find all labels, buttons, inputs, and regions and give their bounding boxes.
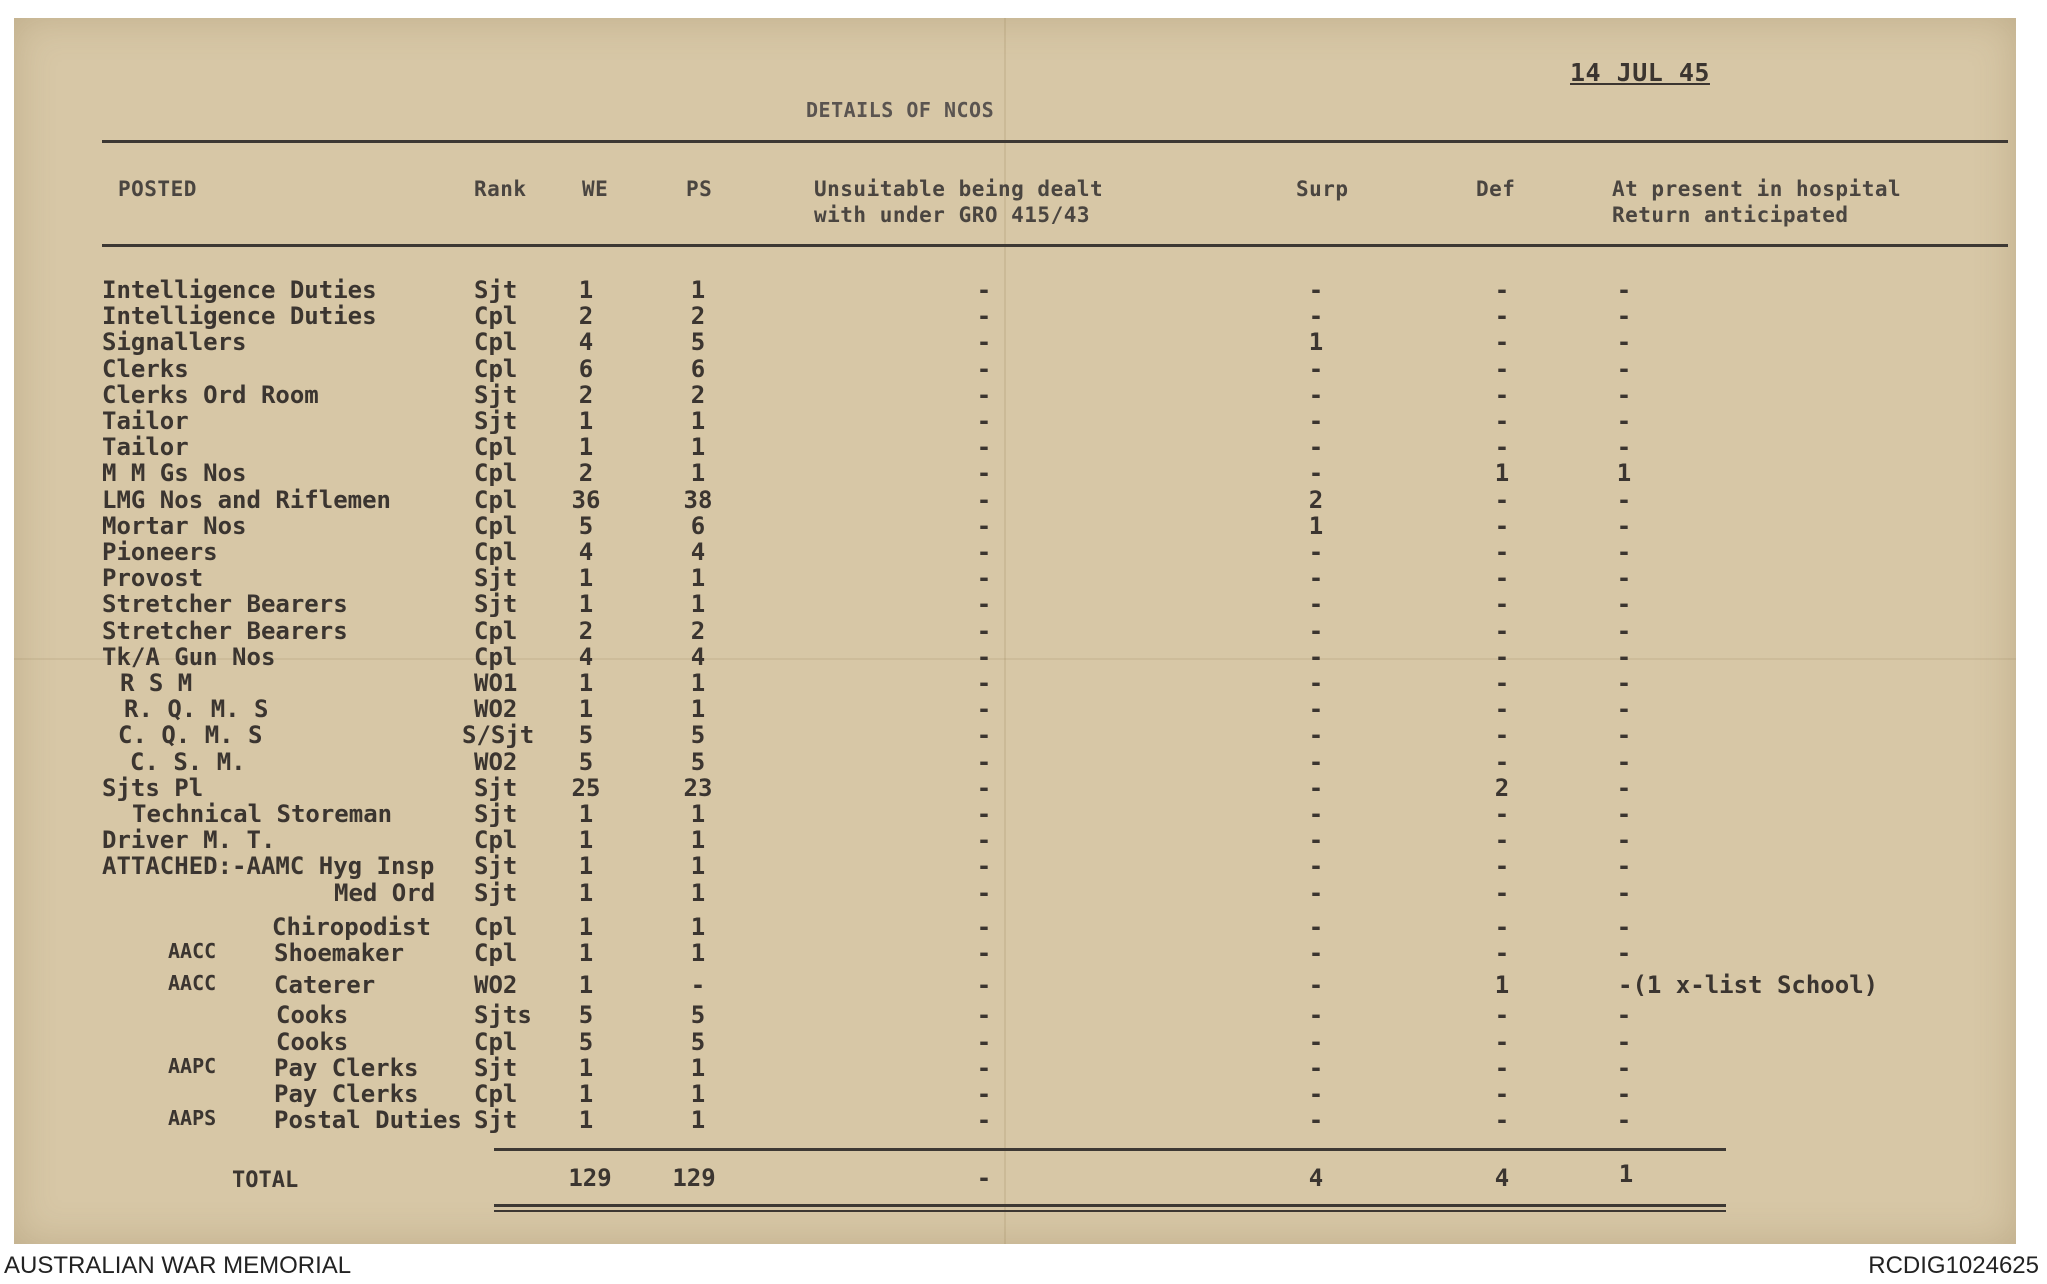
row-def: - bbox=[1494, 616, 1510, 645]
row-we: 1 bbox=[578, 971, 594, 1000]
row-surp: - bbox=[1308, 380, 1324, 409]
row-surp: - bbox=[1308, 773, 1324, 802]
row-def: - bbox=[1494, 1106, 1510, 1135]
row-def: - bbox=[1494, 276, 1510, 304]
row-hospital: - bbox=[1616, 773, 1632, 802]
row-we: 1 bbox=[578, 912, 594, 941]
total-bottom-rule bbox=[494, 1204, 1726, 1207]
row-posted: Cooks bbox=[276, 1027, 349, 1056]
document-date: 14 JUL 45 bbox=[1570, 58, 1710, 87]
row-unsuitable: - bbox=[976, 721, 992, 750]
total-ps: 129 bbox=[672, 1164, 716, 1192]
row-def: - bbox=[1494, 695, 1510, 724]
row-unsuitable: - bbox=[976, 302, 992, 331]
header-rank: Rank bbox=[474, 177, 527, 201]
row-unsuitable: - bbox=[976, 328, 992, 357]
row-we: 36 bbox=[571, 485, 601, 514]
row-unsuitable: - bbox=[976, 878, 992, 907]
row-unsuitable: - bbox=[976, 1027, 992, 1056]
row-unit: AAPS bbox=[168, 1106, 217, 1131]
row-rank: Sjt bbox=[474, 407, 518, 435]
row-ps: 1 bbox=[690, 852, 706, 881]
total-label: TOTAL bbox=[232, 1168, 299, 1193]
row-posted: Clerks bbox=[102, 354, 189, 383]
row-rank: S/Sjt bbox=[462, 721, 535, 750]
row-unsuitable: - bbox=[976, 773, 992, 802]
row-surp: - bbox=[1308, 878, 1324, 907]
row-posted: Postal Duties bbox=[274, 1106, 462, 1135]
row-hospital: - bbox=[1616, 1027, 1632, 1056]
row-hospital: - bbox=[1616, 328, 1632, 357]
row-rank: Sjt bbox=[474, 878, 518, 907]
row-ps: 5 bbox=[690, 721, 706, 750]
row-rank: Sjt bbox=[474, 852, 518, 881]
row-rank: Cpl bbox=[474, 1080, 518, 1108]
row-unsuitable: - bbox=[976, 459, 992, 488]
row-posted: ATTACHED:-AAMC Hyg Insp bbox=[102, 852, 435, 881]
row-hospital: - bbox=[1616, 912, 1632, 941]
row-ps: 1 bbox=[690, 939, 706, 967]
row-we: 1 bbox=[578, 939, 594, 967]
row-rank: WO1 bbox=[474, 669, 518, 697]
row-hospital: - bbox=[1616, 380, 1632, 409]
row-def: - bbox=[1494, 1001, 1510, 1030]
row-we: 2 bbox=[578, 380, 594, 409]
total-we: 129 bbox=[568, 1164, 612, 1192]
row-posted: R. Q. M. S bbox=[124, 695, 269, 724]
row-def: - bbox=[1494, 354, 1510, 383]
row-rank: Cpl bbox=[474, 485, 518, 514]
row-ps: 1 bbox=[690, 459, 706, 488]
row-unsuitable: - bbox=[976, 939, 992, 967]
row-ps: 1 bbox=[690, 590, 706, 619]
row-unsuitable: - bbox=[976, 642, 992, 671]
row-unsuitable: - bbox=[976, 380, 992, 409]
row-ps: 1 bbox=[690, 695, 706, 724]
row-def: 1 bbox=[1494, 971, 1510, 1000]
row-ps: 2 bbox=[690, 302, 706, 331]
row-def: - bbox=[1494, 1080, 1510, 1108]
row-we: 1 bbox=[578, 433, 594, 462]
row-rank: Sjt bbox=[474, 590, 518, 619]
row-rank: Cpl bbox=[474, 642, 518, 671]
row-posted: Chiropodist bbox=[272, 912, 431, 941]
row-posted: R S M bbox=[120, 669, 193, 697]
row-rank: Sjts bbox=[474, 1001, 532, 1030]
row-def: - bbox=[1494, 800, 1510, 828]
row-surp: - bbox=[1308, 616, 1324, 645]
row-def: - bbox=[1494, 433, 1510, 462]
row-surp: - bbox=[1308, 590, 1324, 619]
row-surp: - bbox=[1308, 721, 1324, 750]
row-def: - bbox=[1494, 1027, 1510, 1056]
row-posted: Tailor bbox=[102, 407, 189, 435]
header-top-rule bbox=[102, 140, 2008, 143]
row-def: - bbox=[1494, 669, 1510, 697]
row-rank: Cpl bbox=[474, 826, 518, 855]
row-def: - bbox=[1494, 826, 1510, 855]
row-hospital: - bbox=[1616, 616, 1632, 645]
row-ps: 1 bbox=[690, 564, 706, 593]
row-ps: 1 bbox=[690, 1106, 706, 1135]
row-surp: - bbox=[1308, 826, 1324, 855]
row-posted: Cooks bbox=[276, 1001, 349, 1030]
row-surp: - bbox=[1308, 939, 1324, 967]
row-posted: Driver M. T. bbox=[102, 826, 276, 855]
row-rank: Cpl bbox=[474, 511, 518, 540]
row-ps: 6 bbox=[690, 511, 706, 540]
row-posted: Stretcher Bearers bbox=[102, 590, 348, 619]
row-ps: 1 bbox=[690, 826, 706, 855]
row-def: - bbox=[1494, 1053, 1510, 1082]
row-posted: Tailor bbox=[102, 433, 189, 462]
row-rank: WO2 bbox=[474, 695, 518, 724]
row-unit: AAPC bbox=[168, 1053, 217, 1078]
row-ps: 1 bbox=[690, 878, 706, 907]
row-ps: 38 bbox=[683, 485, 713, 514]
row-surp: - bbox=[1308, 1106, 1324, 1135]
row-unsuitable: - bbox=[976, 276, 992, 304]
row-unsuitable: - bbox=[976, 747, 992, 776]
row-hospital: - bbox=[1616, 642, 1632, 671]
row-ps: 1 bbox=[690, 407, 706, 435]
row-we: 1 bbox=[578, 1053, 594, 1082]
row-hospital: - bbox=[1616, 669, 1632, 697]
row-hospital: -(1 x-list School) bbox=[1618, 971, 1879, 1000]
header-hospital-1: At present in hospital bbox=[1612, 177, 1902, 201]
row-rank: Cpl bbox=[474, 912, 518, 941]
row-rank: Cpl bbox=[474, 939, 518, 967]
row-unsuitable: - bbox=[976, 669, 992, 697]
header-unsuitable-2: with under GRO 415/43 bbox=[814, 203, 1091, 227]
row-ps: 1 bbox=[690, 1053, 706, 1082]
row-surp: - bbox=[1308, 433, 1324, 462]
row-posted: Technical Storeman bbox=[132, 800, 393, 828]
row-unit: AACC bbox=[168, 971, 217, 996]
row-def: - bbox=[1494, 380, 1510, 409]
row-hospital: - bbox=[1616, 939, 1632, 967]
row-unsuitable: - bbox=[976, 616, 992, 645]
row-unsuitable: - bbox=[976, 826, 992, 855]
row-hospital: - bbox=[1616, 511, 1632, 540]
row-we: 1 bbox=[578, 852, 594, 881]
row-we: 2 bbox=[578, 616, 594, 645]
row-ps: 2 bbox=[690, 380, 706, 409]
row-we: 1 bbox=[578, 1080, 594, 1108]
row-rank: Cpl bbox=[474, 433, 518, 462]
row-we: 1 bbox=[578, 1106, 594, 1135]
row-unsuitable: - bbox=[976, 800, 992, 828]
row-def: - bbox=[1494, 538, 1510, 566]
row-ps: 6 bbox=[690, 354, 706, 383]
row-ps: - bbox=[690, 971, 706, 1000]
row-posted: Intelligence Duties bbox=[102, 276, 377, 304]
row-hospital: - bbox=[1616, 590, 1632, 619]
row-posted: C. S. M. bbox=[130, 747, 246, 776]
row-unsuitable: - bbox=[976, 485, 992, 514]
row-unsuitable: - bbox=[976, 354, 992, 383]
row-we: 1 bbox=[578, 276, 594, 304]
row-posted: Shoemaker bbox=[274, 939, 405, 967]
header-bottom-rule bbox=[102, 244, 2008, 247]
row-rank: WO2 bbox=[474, 971, 518, 1000]
row-unsuitable: - bbox=[976, 1106, 992, 1135]
row-surp: - bbox=[1308, 912, 1324, 941]
row-unsuitable: - bbox=[976, 971, 992, 1000]
header-ps: PS bbox=[686, 177, 713, 201]
row-hospital: 1 bbox=[1616, 459, 1632, 488]
row-unsuitable: - bbox=[976, 433, 992, 462]
row-hospital: - bbox=[1616, 1001, 1632, 1030]
row-rank: Cpl bbox=[474, 328, 518, 357]
row-hospital: - bbox=[1616, 747, 1632, 776]
row-we: 2 bbox=[578, 302, 594, 331]
row-ps: 1 bbox=[690, 912, 706, 941]
row-rank: Sjt bbox=[474, 276, 518, 304]
row-we: 5 bbox=[578, 1027, 594, 1056]
document-title: DETAILS OF NCOS bbox=[806, 98, 995, 122]
row-posted: LMG Nos and Riflemen bbox=[102, 485, 391, 514]
total-unsuitable: - bbox=[976, 1164, 992, 1192]
row-surp: - bbox=[1308, 747, 1324, 776]
archive-credit: AUSTRALIAN WAR MEMORIAL bbox=[4, 1252, 352, 1279]
row-def: - bbox=[1494, 407, 1510, 435]
row-ps: 5 bbox=[690, 328, 706, 357]
total-double-rule bbox=[494, 1210, 1726, 1212]
row-rank: Sjt bbox=[474, 564, 518, 593]
row-unsuitable: - bbox=[976, 695, 992, 724]
row-posted: Clerks Ord Room bbox=[102, 380, 319, 409]
row-we: 2 bbox=[578, 459, 594, 488]
row-def: - bbox=[1494, 939, 1510, 967]
header-surp: Surp bbox=[1296, 177, 1349, 201]
row-surp: - bbox=[1308, 459, 1324, 488]
row-hospital: - bbox=[1616, 433, 1632, 462]
row-surp: - bbox=[1308, 538, 1324, 566]
row-surp: - bbox=[1308, 695, 1324, 724]
row-hospital: - bbox=[1616, 826, 1632, 855]
row-def: - bbox=[1494, 564, 1510, 593]
row-def: - bbox=[1494, 721, 1510, 750]
row-we: 4 bbox=[578, 538, 594, 566]
fold-crease-horizontal bbox=[14, 658, 2016, 660]
row-posted: Stretcher Bearers bbox=[102, 616, 348, 645]
header-posted: POSTED bbox=[118, 177, 197, 201]
row-posted: M M Gs Nos bbox=[102, 459, 247, 488]
row-hospital: - bbox=[1616, 878, 1632, 907]
row-rank: Cpl bbox=[474, 459, 518, 488]
row-hospital: - bbox=[1616, 538, 1632, 566]
row-ps: 5 bbox=[690, 1001, 706, 1030]
row-def: - bbox=[1494, 642, 1510, 671]
row-ps: 1 bbox=[690, 800, 706, 828]
row-unsuitable: - bbox=[976, 511, 992, 540]
total-top-rule bbox=[494, 1148, 1726, 1151]
row-def: - bbox=[1494, 328, 1510, 357]
row-ps: 4 bbox=[690, 538, 706, 566]
row-rank: Sjt bbox=[474, 1106, 518, 1135]
total-surp: 4 bbox=[1308, 1164, 1324, 1192]
header-we: WE bbox=[582, 177, 609, 201]
row-ps: 5 bbox=[690, 747, 706, 776]
row-posted: Sjts Pl bbox=[102, 773, 204, 802]
row-def: 2 bbox=[1494, 773, 1510, 802]
row-rank: Sjt bbox=[474, 800, 518, 828]
row-posted: Mortar Nos bbox=[102, 511, 247, 540]
row-def: - bbox=[1494, 590, 1510, 619]
row-hospital: - bbox=[1616, 276, 1632, 304]
row-surp: - bbox=[1308, 302, 1324, 331]
row-we: 1 bbox=[578, 826, 594, 855]
row-we: 1 bbox=[578, 590, 594, 619]
row-hospital: - bbox=[1616, 1080, 1632, 1108]
row-ps: 1 bbox=[690, 669, 706, 697]
row-unit: AACC bbox=[168, 939, 217, 963]
row-we: 5 bbox=[578, 1001, 594, 1030]
row-surp: - bbox=[1308, 669, 1324, 697]
row-surp: - bbox=[1308, 852, 1324, 881]
row-rank: Sjt bbox=[474, 380, 518, 409]
row-def: - bbox=[1494, 912, 1510, 941]
row-we: 25 bbox=[571, 773, 601, 802]
row-rank: Sjt bbox=[474, 773, 518, 802]
row-posted: Pioneers bbox=[102, 538, 218, 566]
row-hospital: - bbox=[1616, 354, 1632, 383]
row-we: 5 bbox=[578, 747, 594, 776]
row-surp: 1 bbox=[1308, 511, 1324, 540]
header-hospital-2: Return anticipated bbox=[1612, 203, 1849, 227]
row-def: - bbox=[1494, 511, 1510, 540]
row-posted: Tk/A Gun Nos bbox=[102, 642, 276, 671]
row-hospital: - bbox=[1616, 564, 1632, 593]
row-surp: 1 bbox=[1308, 328, 1324, 357]
row-rank: Cpl bbox=[474, 1027, 518, 1056]
row-hospital: - bbox=[1616, 1106, 1632, 1135]
row-surp: - bbox=[1308, 354, 1324, 383]
row-surp: - bbox=[1308, 276, 1324, 304]
row-hospital: - bbox=[1616, 852, 1632, 881]
row-ps: 4 bbox=[690, 642, 706, 671]
row-we: 1 bbox=[578, 669, 594, 697]
row-posted: C. Q. M. S bbox=[118, 721, 263, 750]
row-surp: - bbox=[1308, 971, 1324, 1000]
row-posted: Signallers bbox=[102, 328, 247, 357]
row-we: 1 bbox=[578, 695, 594, 724]
row-surp: - bbox=[1308, 1053, 1324, 1082]
header-unsuitable-1: Unsuitable being dealt bbox=[814, 177, 1104, 201]
row-surp: - bbox=[1308, 642, 1324, 671]
row-we: 5 bbox=[578, 511, 594, 540]
document-page bbox=[14, 18, 2016, 1244]
row-def: - bbox=[1494, 485, 1510, 514]
row-rank: Cpl bbox=[474, 302, 518, 331]
row-unsuitable: - bbox=[976, 1001, 992, 1030]
row-def: - bbox=[1494, 302, 1510, 331]
row-def: - bbox=[1494, 852, 1510, 881]
row-hospital: - bbox=[1616, 407, 1632, 435]
row-ps: 1 bbox=[690, 433, 706, 462]
row-def: - bbox=[1494, 747, 1510, 776]
row-unsuitable: - bbox=[976, 912, 992, 941]
row-we: 1 bbox=[578, 564, 594, 593]
row-rank: Cpl bbox=[474, 354, 518, 383]
row-posted: Intelligence Duties bbox=[102, 302, 377, 331]
row-we: 1 bbox=[578, 878, 594, 907]
row-we: 4 bbox=[578, 328, 594, 357]
row-we: 6 bbox=[578, 354, 594, 383]
row-surp: - bbox=[1308, 1027, 1324, 1056]
row-hospital: - bbox=[1616, 695, 1632, 724]
row-unsuitable: - bbox=[976, 590, 992, 619]
total-def: 4 bbox=[1494, 1164, 1510, 1192]
row-surp: 2 bbox=[1308, 485, 1324, 514]
row-rank: WO2 bbox=[474, 747, 518, 776]
row-ps: 23 bbox=[683, 773, 713, 802]
row-hospital: - bbox=[1616, 485, 1632, 514]
row-surp: - bbox=[1308, 407, 1324, 435]
row-unsuitable: - bbox=[976, 1080, 992, 1108]
row-surp: - bbox=[1308, 800, 1324, 828]
row-ps: 5 bbox=[690, 1027, 706, 1056]
row-unsuitable: - bbox=[976, 1053, 992, 1082]
row-we: 1 bbox=[578, 407, 594, 435]
row-unsuitable: - bbox=[976, 852, 992, 881]
row-unsuitable: - bbox=[976, 538, 992, 566]
header-def: Def bbox=[1476, 177, 1516, 201]
row-hospital: - bbox=[1616, 800, 1632, 828]
row-def: 1 bbox=[1494, 459, 1510, 488]
row-rank: Cpl bbox=[474, 616, 518, 645]
row-posted: Med Ord bbox=[334, 878, 436, 907]
row-rank: Sjt bbox=[474, 1053, 518, 1082]
row-hospital: - bbox=[1616, 721, 1632, 750]
total-hospital: 1 bbox=[1618, 1160, 1634, 1188]
row-unsuitable: - bbox=[976, 407, 992, 435]
row-posted: Pay Clerks bbox=[274, 1080, 419, 1108]
row-posted: Provost bbox=[102, 564, 204, 593]
row-ps: 1 bbox=[690, 276, 706, 304]
archive-reference: RCDIG1024625 bbox=[1868, 1252, 2039, 1279]
row-we: 1 bbox=[578, 800, 594, 828]
row-hospital: - bbox=[1616, 302, 1632, 331]
row-surp: - bbox=[1308, 1001, 1324, 1030]
row-ps: 2 bbox=[690, 616, 706, 645]
row-rank: Cpl bbox=[474, 538, 518, 566]
row-posted: Caterer bbox=[274, 971, 376, 1000]
row-ps: 1 bbox=[690, 1080, 706, 1108]
row-unsuitable: - bbox=[976, 564, 992, 593]
row-surp: - bbox=[1308, 1080, 1324, 1108]
row-posted: Pay Clerks bbox=[274, 1053, 419, 1082]
row-def: - bbox=[1494, 878, 1510, 907]
row-hospital: - bbox=[1616, 1053, 1632, 1082]
row-we: 5 bbox=[578, 721, 594, 750]
row-surp: - bbox=[1308, 564, 1324, 593]
row-we: 4 bbox=[578, 642, 594, 671]
